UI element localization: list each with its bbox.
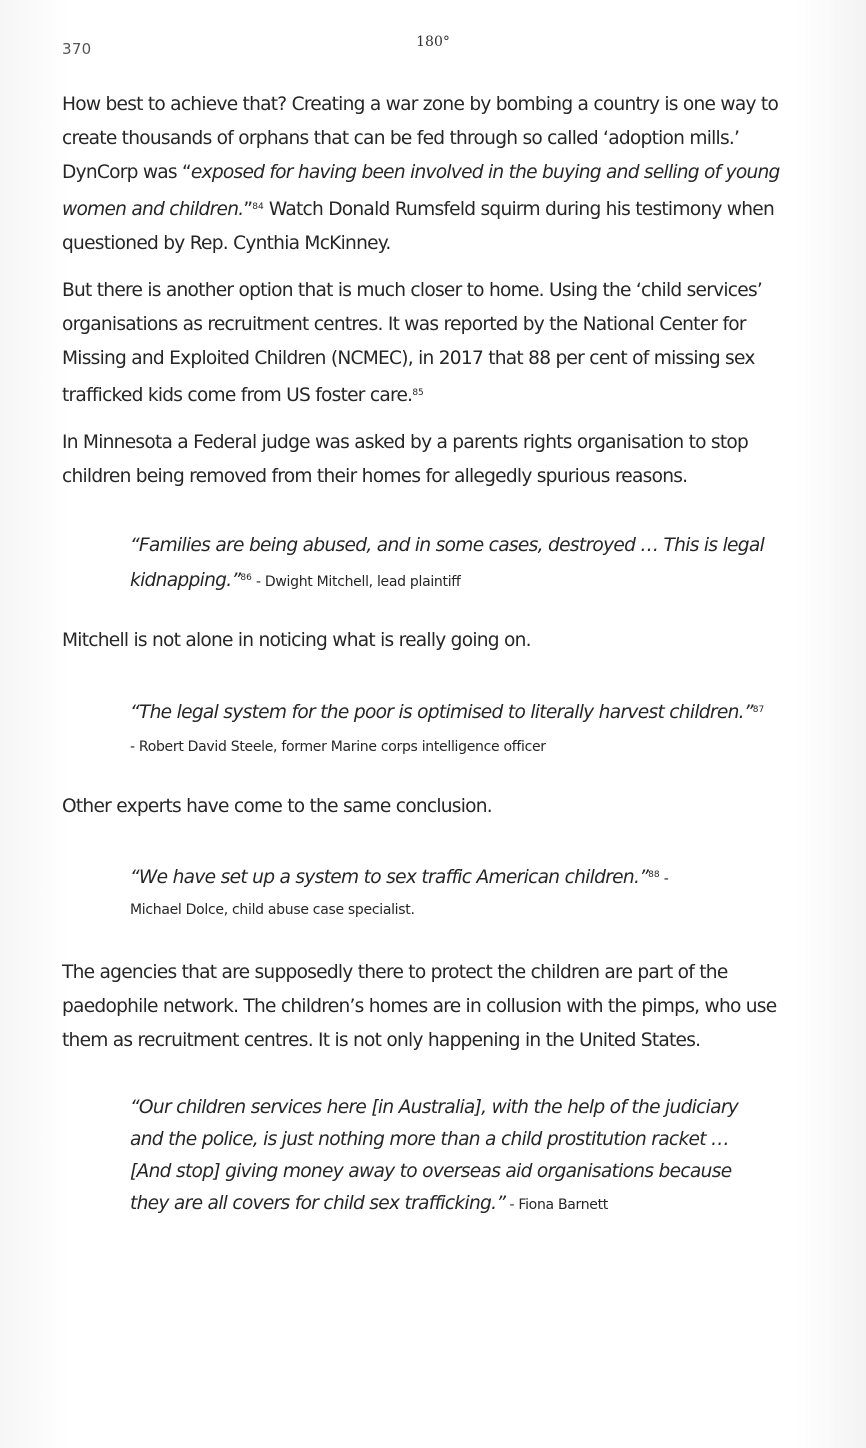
paragraph-text: In Minnesota a Federal judge was asked by a parents rights organisation to stop children being removed from their homes for allegedly spurious reasons.: [62, 432, 749, 487]
paragraph-minnesota: [62, 426, 806, 494]
block-quote-barnett: [130, 1092, 770, 1221]
paragraph-text: How best to achieve that? Creating a war zone by bombing a country is one way to create thousands of orphans that can be fed through so called ‘adoption mills.’ DynCorp was “: [62, 94, 779, 183]
footnote-marker: 87: [752, 705, 765, 715]
paragraph-adoption-mills: [62, 88, 806, 261]
paragraph-agencies: [62, 956, 806, 1058]
quote-text: “Families are being abused, and in some cases, destroyed … This is legal kidnapping.”: [130, 535, 765, 591]
running-title: 180°: [416, 34, 450, 50]
paragraph-mitchell: [62, 624, 806, 658]
quote-text: “We have set up a system to sex traffic American children.”: [130, 867, 649, 888]
closing-quote: ”: [243, 199, 253, 220]
page-number: 370: [62, 40, 92, 58]
block-quote-mitchell: [130, 530, 770, 598]
quote-text: “The legal system for the poor is optimised to literally harvest children.”: [130, 702, 753, 723]
paragraph-text: But there is another option that is much closer to home. Using the ‘child services’ organisations as recruitment centres. It was reported by the National Center for Missing and Exploited Children (NCMEC), in 2017 that 88 per cent of missing sex trafficked kids come from US foster care.: [62, 280, 763, 406]
paragraph-text: Mitchell is not alone in noticing what is really going on.: [62, 630, 531, 651]
footnote-marker: 85: [412, 388, 424, 398]
paragraph-experts: [62, 790, 806, 824]
quote-attribution: Michael Dolce, child abuse case specialist.: [130, 902, 415, 918]
quote-dash: -: [659, 871, 669, 887]
italic-quote: exposed for having been involved in the buying and selling of young women and children.: [62, 162, 780, 220]
quote-attribution: - Fiona Barnett: [505, 1197, 608, 1213]
footnote-marker: 84: [252, 202, 264, 212]
paragraph-text: Other experts have come to the same conclusion.: [62, 796, 492, 817]
paragraph-text: The agencies that are supposedly there to protect the children are part of the paedophile network. The children’s homes are in collusion with the pimps, who use them as recruitment centres. It is not only happening in the United States.: [62, 962, 777, 1051]
paragraph-text: Watch Donald Rumsfeld squirm during his testimony when questioned by Rep. Cynthia McKinney.: [62, 199, 774, 254]
quote-attribution: - Robert David Steele, former Marine corps intelligence officer: [130, 739, 546, 755]
footnote-marker: 88: [648, 870, 660, 880]
block-quote-steele: [130, 694, 770, 763]
footnote-marker: 86: [240, 573, 252, 583]
quote-attribution: - Dwight Mitchell, lead plaintiff: [251, 574, 461, 590]
block-quote-dolce: [130, 859, 770, 925]
paragraph-child-services: [62, 274, 806, 413]
quote-text: “Our children services here [in Australia], with the help of the judiciary and the police, is just nothing more than a child prostitution racket … [And stop] giving money away to overseas aid organisations because they are all covers for child sex trafficking.”: [130, 1097, 739, 1214]
